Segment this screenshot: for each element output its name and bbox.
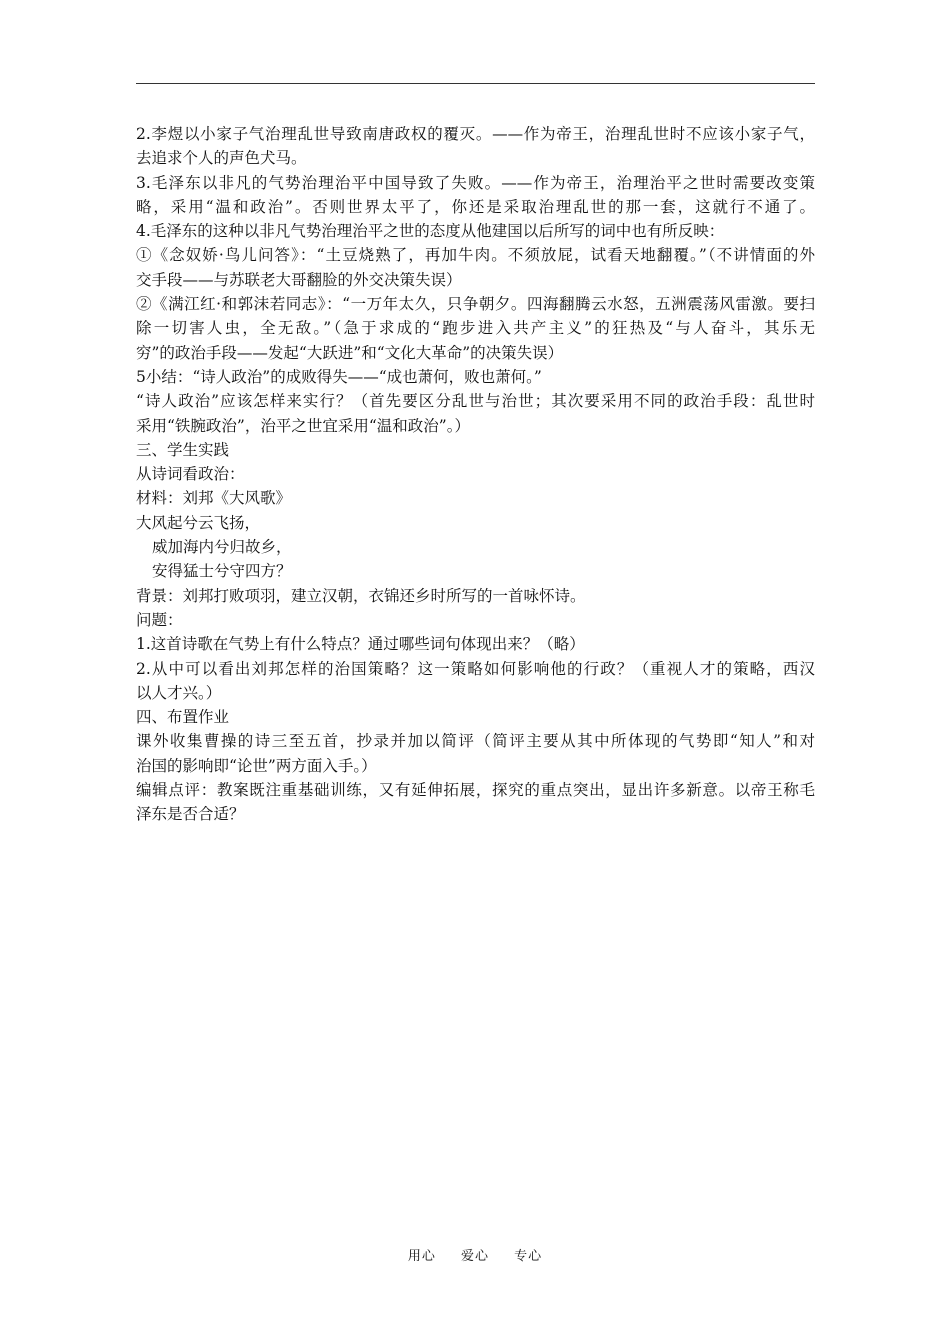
text-line: 2.李煜以小家子气治理乱世导致南唐政权的覆灭。——作为帝王，治理乱世时不应该小家子气， [136,125,815,143]
document-body [136,122,815,827]
text-line: 4.毛泽东的这种以非凡气势治理治平之世的态度从他建国以后所写的词中也有所反映： [136,222,725,241]
text-line: 编辑点评：教案既注重基础训练，又有延伸拓展，探究的重点突出，显出许多新意。以帝王称毛 [136,781,815,800]
text-line: 采用“铁腕政治”，治平之世宜采用“温和政治”。） [136,416,470,435]
text-line: 以人才兴。） [136,683,222,702]
text-line: 问题： [136,610,183,629]
footer-item: 爱心 [460,1249,489,1264]
poem-line: 大风起兮云飞扬， [136,513,261,532]
text-line: 1.这首诗歌在气势上有什么特点？通过哪些词句体现出来？（略） [136,635,585,654]
footer-item: 用心 [407,1249,436,1264]
section-heading: 三、学生实践 [136,440,230,459]
text-line: 5小结：“诗人政治”的成败得失——“成也萧何，败也萧何。” [136,367,542,386]
text-line: 2.从中可以看出刘邦怎样的治国策略？这一策略如何影响他的行政？（重视人才的策略，西汉 [136,659,815,678]
text-line: 3.毛泽东以非凡的气势治理治平中国导致了失败。——作为帝王，治理治平之世时需要改变策 [136,173,815,192]
text-line: 泽东是否合适？ [136,805,245,824]
page-footer [0,1248,950,1266]
text-line: 略，采用“温和政治”。否则世界太平了，你还是采取治理乱世的那一套，这就行不通了。 [136,197,815,216]
text-line: 除一切害人虫，全无敌。”（急于求成的“跑步进入共产主义”的狂热及“与人奋斗，其乐无 [136,319,815,338]
footer-item: 专心 [514,1249,543,1264]
text-line: 背景：刘邦打败项羽，建立汉朝，衣锦还乡时所写的一首咏怀诗。 [136,586,586,605]
text-line: 材料：刘邦《大风歌》 [136,489,292,508]
text-line: ②《满江红·和郭沫若同志》：“一万年太久，只争朝夕。四海翻腾云水怒，五洲震荡风雷激。要扫 [136,295,815,314]
text-line: 交手段——与苏联老大哥翻脸的外交决策失误） [136,270,462,289]
section-heading: 四、布置作业 [136,708,230,727]
text-line: 从诗词看政治： [136,465,245,484]
poem-line: 安得猛士兮守四方？ [152,562,292,581]
text-line: 穷”的政治手段——发起“大跃进”和“文化大革命”的决策失误） [136,343,564,362]
poem-line: 威加海内兮归故乡， [152,538,292,557]
text-line: “诗人政治”应该怎样来实行？（首先要区分乱世与治世；其次要采用不同的政治手段：乱世时 [136,392,815,411]
header-rule [136,83,815,84]
text-line: 治国的影响即“论世”两方面入手。） [136,756,377,775]
text-line: 去追求个人的声色犬马。 [136,149,307,168]
text-line: ①《念奴娇·鸟儿问答》：“土豆烧熟了，再加牛肉。不须放屁，试看天地翻覆。”（不讲情面的外 [136,246,815,265]
text-line: 课外收集曹操的诗三至五首，抄录并加以简评（简评主要从其中所体现的气势即“知人”和对 [136,732,815,751]
